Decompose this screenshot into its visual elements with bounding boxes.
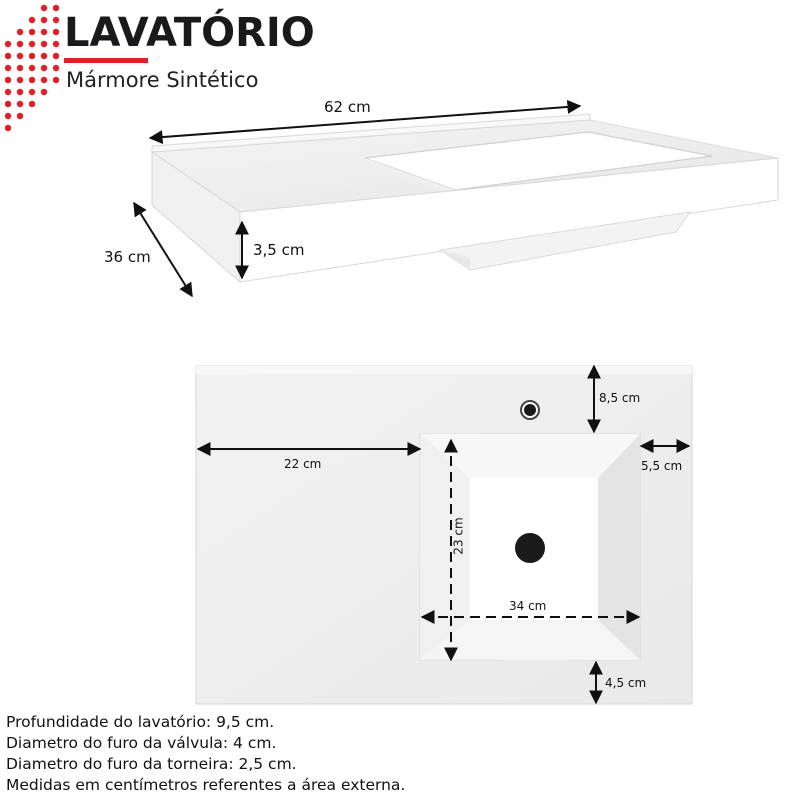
note-depth: Profundidade do lavatório: 9,5 cm. [6,713,275,731]
page-subtitle: Mármore Sintético [66,68,259,92]
sink-plan-view [196,366,692,704]
note-faucet-hole: Diametro do furo da torneira: 2,5 cm. [6,755,297,773]
basin-width-label: 34 cm [509,599,547,613]
front-edge-label: 4,5 cm [605,676,647,690]
thickness-label: 3,5 cm [253,241,305,259]
spec-notes [6,712,405,796]
depth-label: 36 cm [104,248,151,266]
drain-hole [515,533,545,563]
faucet-offset-label: 8,5 cm [599,391,641,405]
right-edge-label: 5,5 cm [641,459,683,473]
width-label: 62 cm [324,98,371,116]
basin-depth-label: 23 cm [451,517,466,555]
note-valve-hole: Diametro do furo da válvula: 4 cm. [6,734,277,752]
sink-3d-view [152,114,778,282]
left-surface-label: 22 cm [284,457,322,471]
note-measurements: Medidas em centímetros referentes a área externa. [6,776,406,794]
page-title: LAVATÓRIO [64,10,315,56]
